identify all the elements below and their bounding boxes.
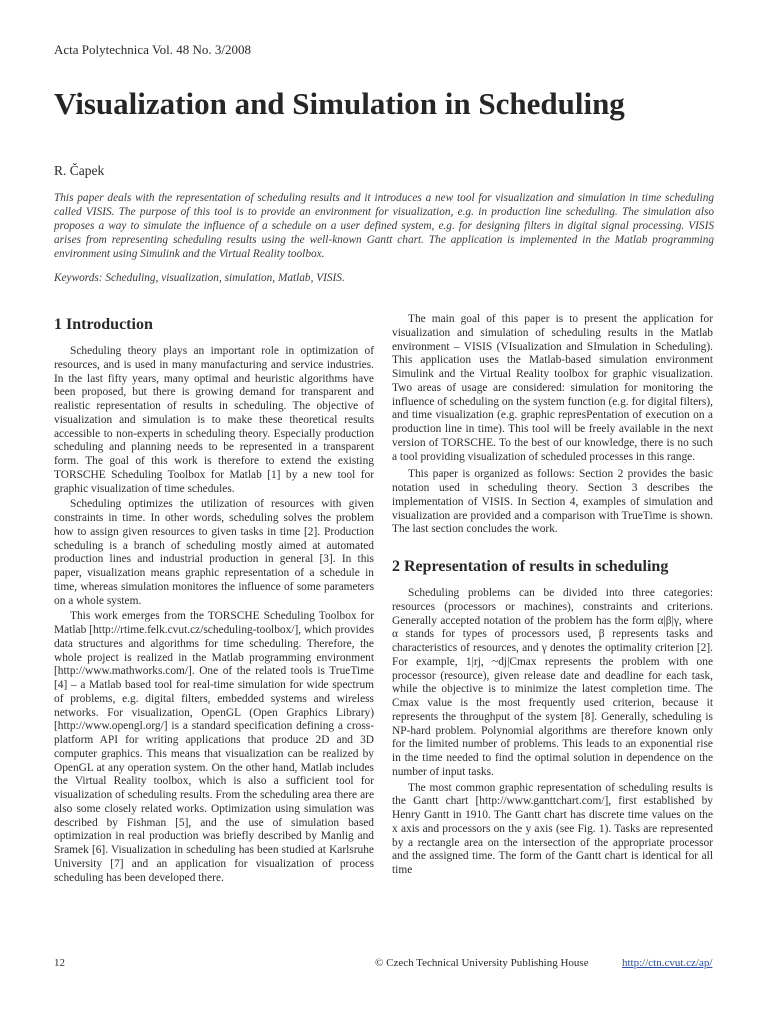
left-column — [54, 315, 374, 885]
publisher-notice: © Czech Technical University Publishing House — [375, 957, 589, 969]
paragraph: This paper is organized as follows: Section 2 provides the basic notation used in scheduling theory. Section 3 describes the implementation of VISIS. In Section 4, examples of simulation and visualization are provided and a comparison with TrueTime is shown. The last section concludes the work. — [392, 468, 713, 536]
journal-header: Acta Polytechnica Vol. 48 No. 3/2008 — [54, 42, 252, 57]
paragraph: The most common graphic representation of scheduling results is the Gantt chart [http://www.ganttchart.com/], first established by Henry Gantt in 1910. The Gantt chart has discrete time values on the x axis and processors on the y axis (see Fig. 1). Tasks are represented by a rectangle area on the intersection of the appropriate processor and the assigned time. The form of the Gantt chart is identical for all time — [392, 781, 713, 876]
page-number: 12 — [54, 957, 65, 969]
right-column — [392, 313, 713, 878]
keywords: Keywords: Scheduling, visualization, simulation, Matlab, VISIS. — [54, 272, 345, 284]
section-heading-introduction: 1 Introduction — [54, 316, 153, 333]
paragraph: This work emerges from the TORSCHE Scheduling Toolbox for Matlab [http://rtime.felk.cvut.cz/scheduling-toolbox/], which provides data structures and algorithms for time scheduling. Therefore, the whole project is realized in the Matlab programming environment [http://www.mathworks.com/]. One of the related tools is TrueTime [4] – a Matlab based tool for real-time simulation for wide spectrum of problems, e.g. digital filters, embedded systems and wireless networks. For visualization, OpenGL (Open Graphics Library) [http://www.opengl.org/] is a standard specification defining a cross-platform API for writing applications that produce 2D and 3D computer graphics. This means that visualization can be realized by OpenGL at any operation system. On the other hand, Matlab includes the Virtual Reality toolbox, which is also a sufficient tool for visualization of scheduling results. From the scheduling area there are also some closely related works. Optimization using simulation was described by Fishman [5], and the use of simulation based optimization in real production was briefly described by Manlig and Sramek [6]. Visualization in scheduling has been studied at Karlsruhe University [7] and an application for visualization of process scheduling has been developed there. — [54, 610, 374, 884]
paragraph: Scheduling optimizes the utilization of resources with given constraints in time. In other words, scheduling solves the problem how to assign given resources to given tasks in time [2]. Production scheduling is a branch of scheduling mostly aimed at automated production lines and industrial production in general [3]. In this paper, visualization means graphic representation of a schedule in time, whereas simulation monitores the influence of some parameters on a whole system. — [54, 498, 374, 607]
section-heading-representation: 2 Representation of results in scheduling — [392, 558, 669, 575]
journal-link[interactable]: http://ctn.cvut.cz/ap/ — [622, 957, 713, 969]
paragraph: Scheduling theory plays an important role in optimization of resources, and is used in many manufacturing and service industries. In the last fifty years, many optimal and heuristic algorithms have been proposed, but there is growing demand for transparent and realistic representation of results in scheduling. The objective of visualization and simulation is to make these theoretical results accessible to non-experts in scheduling theory. Especially production scheduling and planning needs to be represented in a transparent form. The goal of this work is therefore to extend the existing TORSCHE Scheduling Toolbox for Matlab [1] by a new tool for graphic visualization of time schedules. — [54, 345, 374, 495]
author: R. Čapek — [54, 163, 105, 178]
paragraph: The main goal of this paper is to present the application for visualization and simulation of scheduling results in the Matlab environment – VISIS (VIsualization and SImulation in Scheduling). This application uses the Matlab-based simulation environment Simulink and the Virtual Reality toolbox for graphic visualization. Two areas of usage are considered: simulation for monitoring the influence of scheduling on the system function (e.g. for digital filters), and time visualization (e.g. graphic represPentation of execution on a production line in time). This tool will be freely available in the next version of TORSCHE. To the best of our knowledge, there is no such a tool providing visualization of scheduled processes in this range. — [392, 313, 713, 463]
abstract: This paper deals with the representation of scheduling results and it introduces a new tool for visualization and simulation in time scheduling called VISIS. The purpose of this tool is to provide an environment for visualization, e.g. in production line scheduling. The simulation also proposes a way to simulate the influence of a schedule on a user defined system, e.g. for designing filters in digital signal processing. VISIS arises from representing scheduling results using the well-known Gantt chart. The application is implemented in the Matlab programming environment using Simulink and the Virtual Reality toolbox. — [54, 192, 714, 260]
paragraph: Scheduling problems can be divided into three categories: resources (processors or machines), constraints and criterions. Generally accepted notation of the problem has the form α|β|γ, where α stands for types of processors used, β represents tasks and characteristics of resources, and γ denotes the optimality criterion [2]. For example, 1|rj, ~dj|Cmax represents the problem with one processor (resource), given release date and deadline for each task, while the objective is to minimize the latest completion time. The Cmax value is the most frequently used criterion, because it represents the throughput of the system [8]. Generally, scheduling is NP-hard problem. Polynomial algorithms are therefore known only for the limited number of problems. This leads to an exponential rise in the time needed to find the optimal solution in dependence on the number of input tasks. — [392, 587, 713, 778]
paper-title: Visualization and Simulation in Scheduling — [54, 86, 625, 121]
